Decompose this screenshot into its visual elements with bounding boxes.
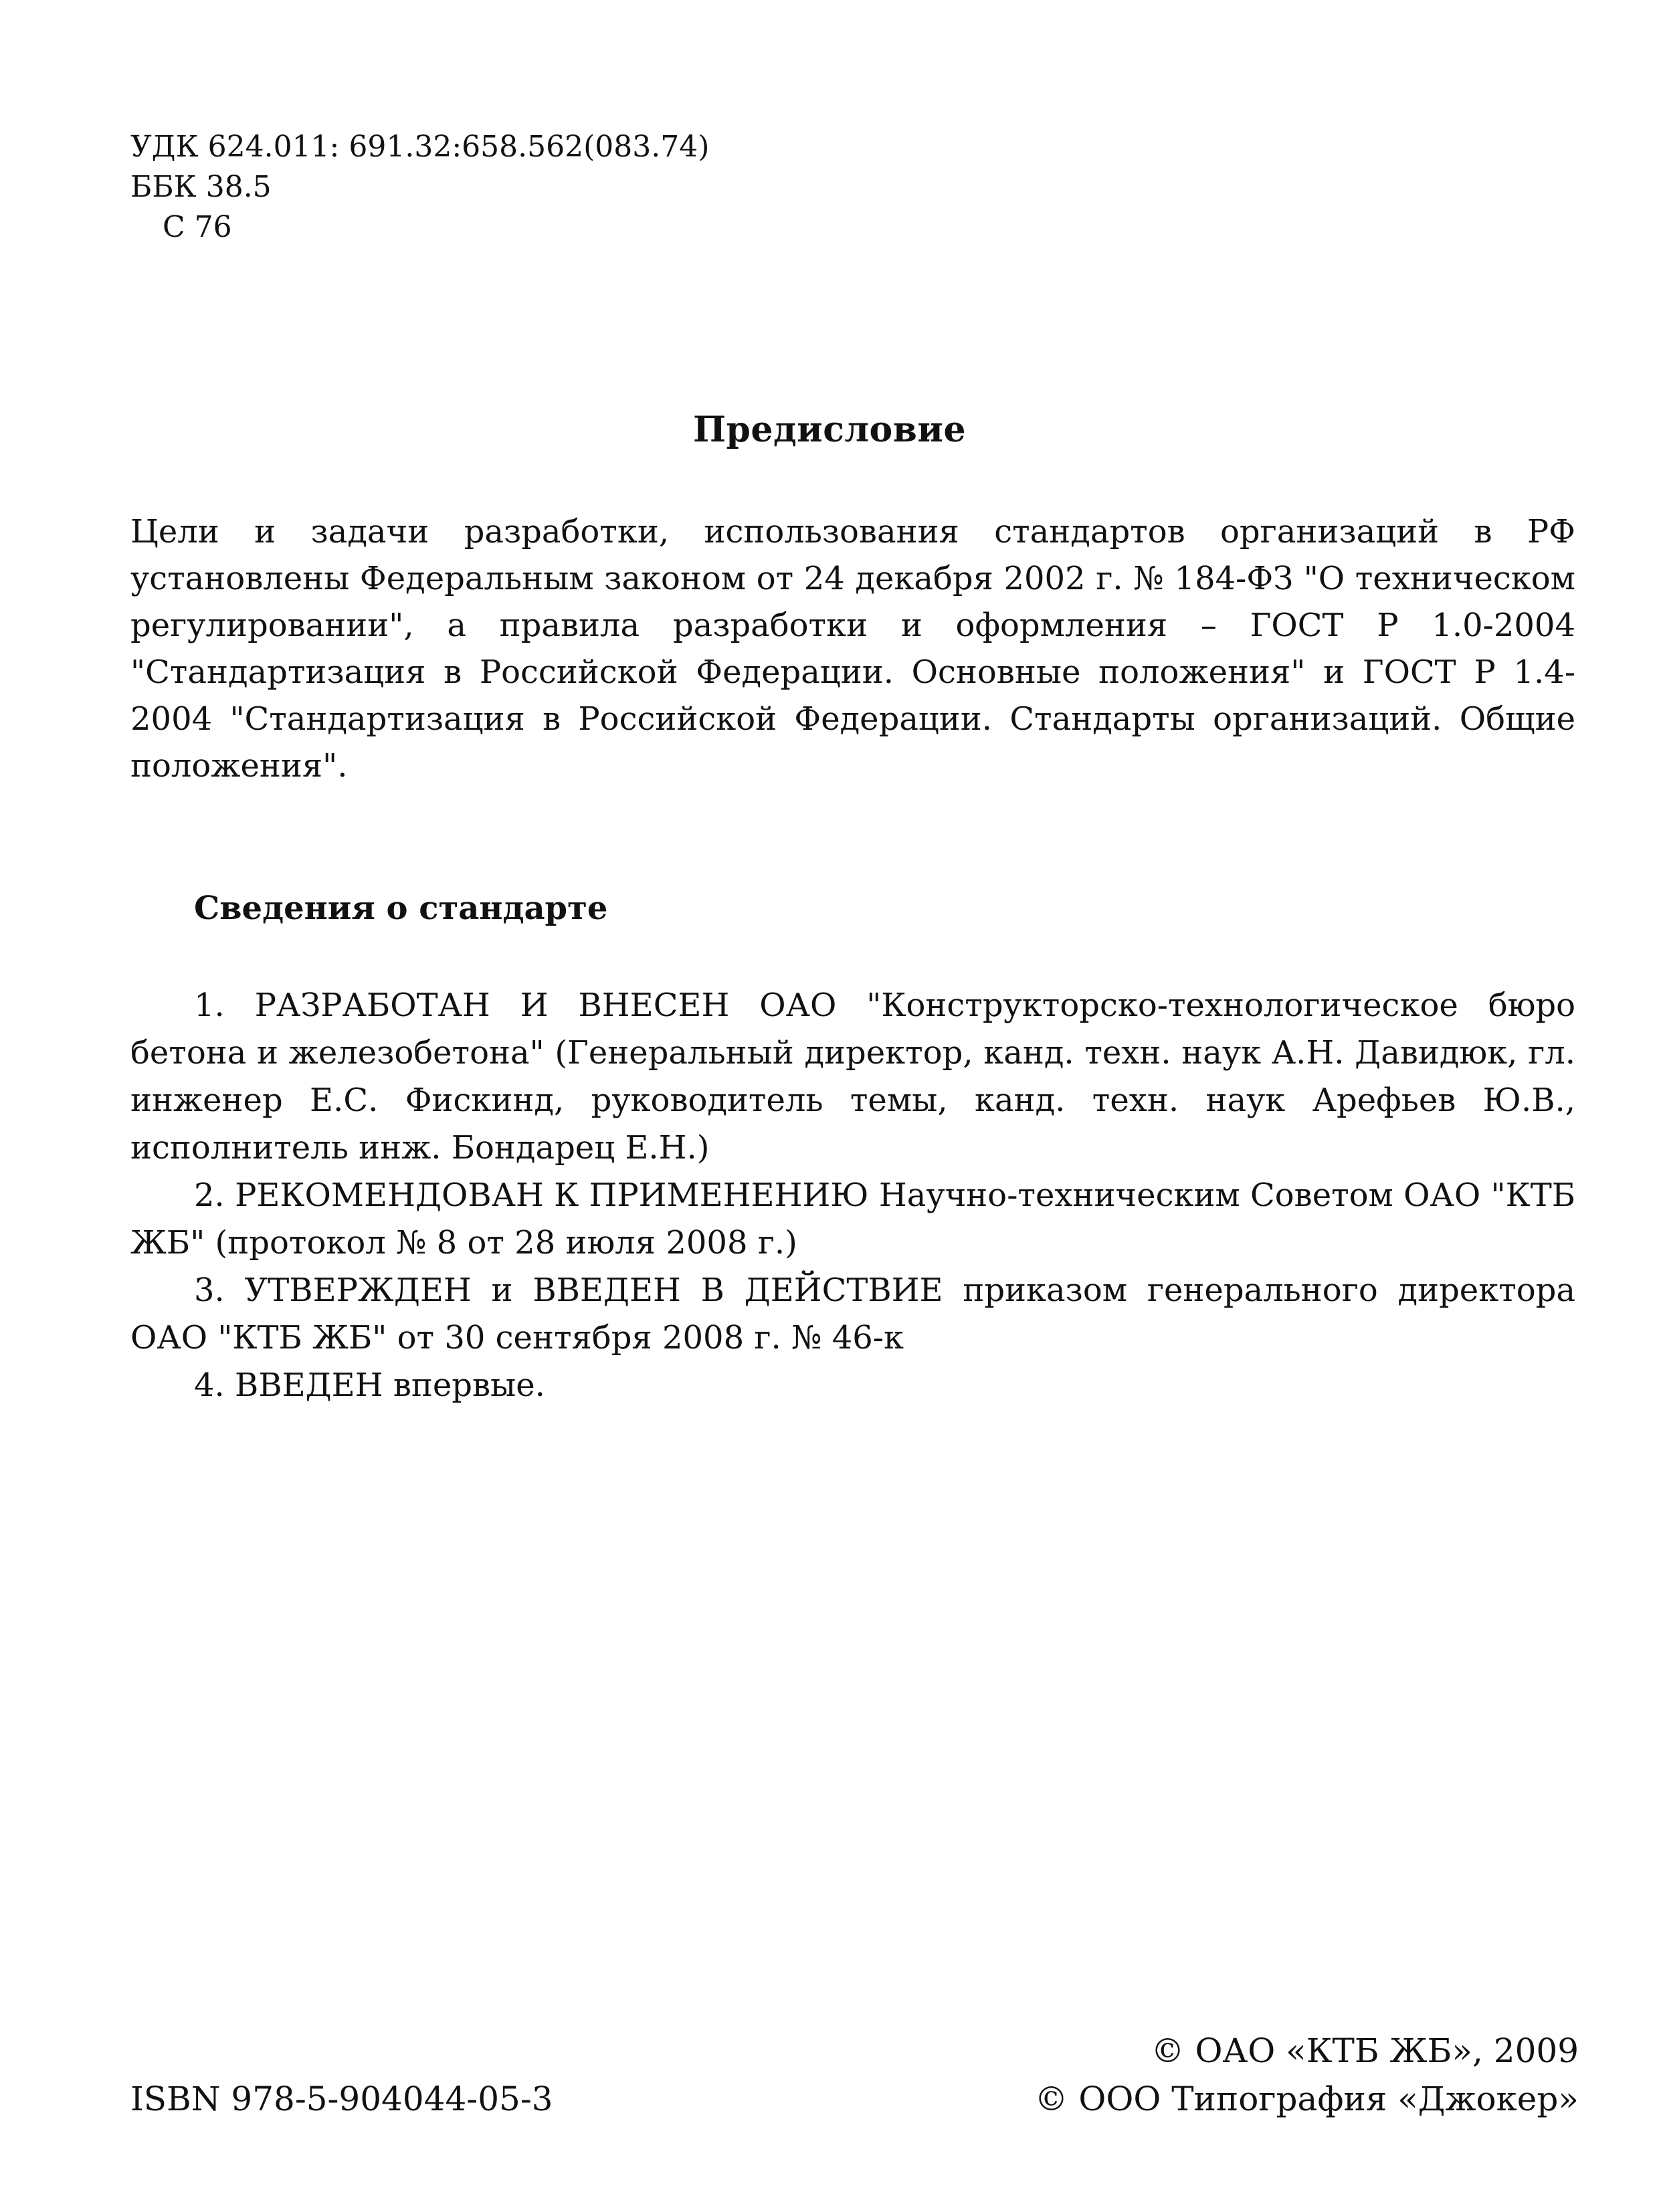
standard-info-item-developed: 1. РАЗРАБОТАН И ВНЕСЕН ОАО "Конструкторско-технологическое бюро бетона и железобетона" (Генеральный директор, канд. техн. наук А.Н. Давидюк, гл. инженер Е.С. Фискинд, руководитель темы, канд. техн. наук Арефьев Ю.В., исполнитель инж. Бондарец Е.Н.): [130, 987, 1575, 1167]
author-mark: С 76: [163, 210, 232, 244]
standard-info-title: Сведения о стандарте: [194, 890, 608, 927]
copyright-ktb: © ОАО «КТБ ЖБ», 2009: [1151, 2031, 1579, 2070]
standard-info-item-introduced: 4. ВВЕДЕН впервые.: [194, 1367, 545, 1404]
isbn-number: ISBN 978-5-904044-05-3: [130, 2080, 553, 2118]
bbk-code: ББК 38.5: [130, 170, 272, 204]
preface-title: Предисловие: [692, 409, 967, 450]
copyright-block: [1034, 2027, 1579, 2123]
preface-paragraph: Цели и задачи разработки, использования стандартов организаций в РФ установлены Федеральным законом от 24 декабря 2002 г. № 184-ФЗ "О техническом регулировании", а правила разработки и оформления – ГОСТ Р 1.0-2004 "Стандартизация в Российской Федерации. Основные положения" и ГОСТ Р 1.4-2004 "Стандартизация в Российской Федерации. Стандарты организаций. Общие положения".: [130, 513, 1575, 785]
udk-code: УДК 624.011: 691.32:658.562(083.74): [130, 130, 710, 164]
classification-block: [130, 127, 709, 247]
standard-info-item-recommended: 2. РЕКОМЕНДОВАН К ПРИМЕНЕНИЮ Научно-техническим Советом ОАО "КТБ ЖБ" (протокол № 8 от 28 июля 2008 г.): [130, 1177, 1575, 1262]
copyright-printing-house: © ООО Типография «Джокер»: [1034, 2080, 1579, 2118]
standard-info-item-approved: 3. УТВЕРЖДЕН и ВВЕДЕН В ДЕЙСТВИЕ приказом генерального директора ОАО "КТБ ЖБ" от 30 сентября 2008 г. № 46-к: [130, 1272, 1575, 1356]
standard-info-list: [130, 982, 1575, 1409]
